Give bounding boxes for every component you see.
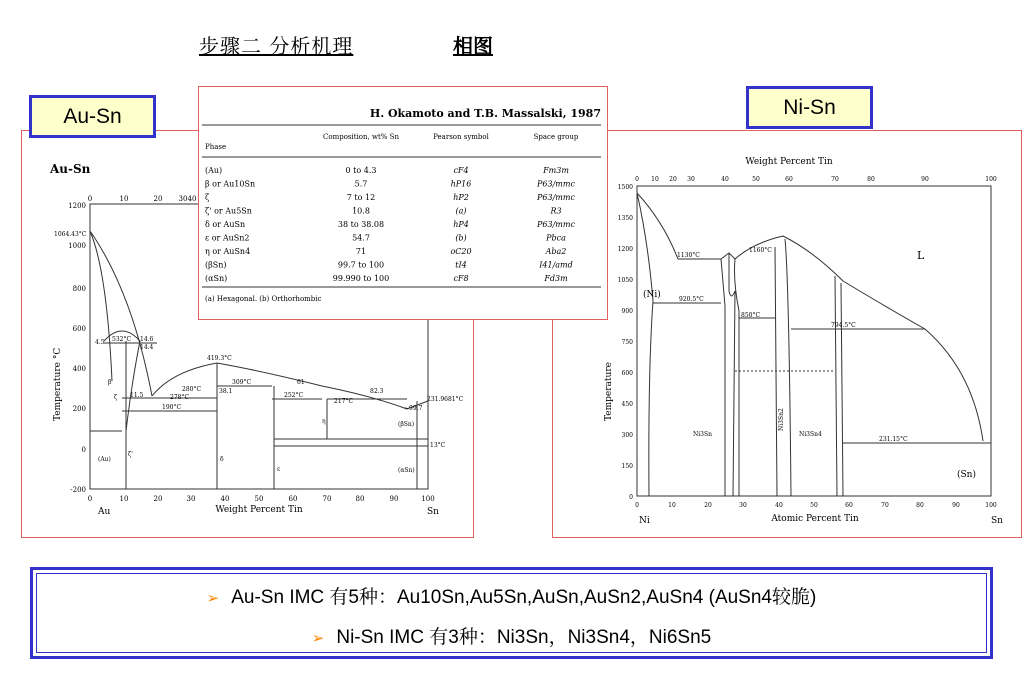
ausn-annotation: 11.5: [130, 392, 144, 399]
nisn-ytick: 1500: [617, 184, 633, 191]
nisn-x-start-label: Ni: [639, 516, 650, 526]
ausn-annotation: 252°C: [284, 392, 304, 399]
ausn-ytick: 800: [72, 285, 86, 293]
nisn-ytick: 900: [621, 308, 633, 315]
nisn-annotation: 920.5°C: [679, 296, 704, 303]
table-cell: (αSn): [205, 274, 228, 283]
table-cell: hP4: [453, 220, 469, 229]
table-cell: ε or AuSn2: [205, 233, 250, 243]
ausn-x-start-label: Au: [98, 507, 111, 517]
ausn-ylabel: Temperature °C: [53, 347, 63, 421]
table-title: H. Okamoto and T.B. Massalski, 1987: [369, 107, 601, 120]
ausn-toptick: 10: [119, 195, 129, 203]
phase-table: [199, 87, 607, 319]
ausn-annotation: η: [322, 418, 326, 425]
nisn-annotation: (Sn): [957, 470, 976, 480]
ausn-annotation: 278°C: [170, 394, 190, 401]
table-cell: R3: [550, 206, 562, 216]
ausn-ytick: 200: [72, 405, 86, 413]
summary-line: [37, 622, 986, 649]
ausn-xtick: 50: [254, 495, 264, 503]
table-cell: ζ: [205, 193, 210, 202]
ausn-annotation: 190°C: [162, 404, 182, 411]
ausn-x-end-label: Sn: [427, 507, 439, 517]
ausn-ytick: 400: [72, 365, 86, 373]
table-cell: P63/mmc: [537, 220, 575, 229]
table-cell: Fd3m: [544, 274, 568, 283]
table-cell: 99.7 to 100: [337, 260, 385, 270]
table-cell: 71: [355, 247, 367, 256]
nisn-annotation: 1160°C: [749, 247, 772, 254]
phase-diagram-title: 相图: [453, 34, 493, 58]
nisn-ytick: 0: [629, 494, 633, 501]
table-cell: hP16: [450, 179, 472, 189]
summary-line: [37, 582, 986, 609]
table-cell: (βSn): [205, 260, 227, 270]
ausn-annotation: 4.5: [95, 339, 105, 346]
ausn-toptick: 0: [87, 195, 93, 203]
table-cell: β or Au10Sn: [205, 179, 256, 189]
table-footnote: (a) Hexagonal. (b) Orthorhombic: [205, 295, 322, 303]
ausn-annotation: 532°C: [112, 336, 132, 343]
table-cell: (a): [455, 206, 467, 216]
table-cell: η or AuSn4: [205, 247, 251, 256]
table-cell: P63/mmc: [537, 179, 575, 189]
nisn-toptick: 50: [752, 176, 760, 183]
nisn-annotation: (Ni): [643, 290, 661, 300]
ausn-annotation: 1064.43°C: [54, 231, 87, 238]
table-header: Pearson symbol: [433, 133, 489, 141]
ausn-ytick: 1200: [68, 202, 86, 210]
nisn-xtick: 70: [881, 502, 889, 509]
ausn-solidus-left: [90, 231, 112, 381]
nisn-xtick: 60: [845, 502, 853, 509]
ausn-xtick: 60: [288, 495, 298, 503]
ausn-xtick: 40: [220, 495, 230, 503]
nisn-annotation: 850°C: [741, 312, 761, 319]
nisn-annotation: L: [917, 249, 925, 262]
ausn-annotation: ζ: [114, 394, 118, 401]
ausn-annotation: 14.4: [140, 344, 154, 351]
ausn-xtick: 80: [355, 495, 365, 503]
table-cell: 10.8: [352, 206, 370, 216]
ausn-ytick: 1000: [68, 242, 86, 250]
nisn-xtick: 30: [739, 502, 747, 509]
nisn-xtick: 80: [916, 502, 924, 509]
table-cell: 54.7: [352, 233, 370, 243]
ausn-annotation: β: [108, 379, 112, 386]
nisn-solidus-left: [637, 193, 653, 496]
ausn-xtick: 0: [87, 495, 93, 503]
phase-table-frame: [198, 86, 608, 320]
table-cell: δ or AuSn: [205, 220, 246, 229]
summary-text: Ni-Sn IMC 有3种：Ni3Sn，Ni3Sn4，Ni6Sn5: [336, 627, 712, 648]
table-header: Space group: [533, 133, 579, 141]
nisn-diagram-frame: [552, 130, 1022, 538]
nisn-toptick: 30: [687, 176, 695, 183]
nisn-label: Ni-Sn: [746, 86, 873, 129]
ausn-ytick: -200: [70, 486, 86, 494]
ausn-xtick: 20: [153, 495, 163, 503]
nisn-annotation: 1130°C: [677, 252, 700, 259]
summary-text: Au-Sn IMC 有5种：Au10Sn,Au5Sn,AuSn,AuSn2,AuSn4 (AuSn4较脆): [231, 587, 817, 608]
nisn-ytick: 1050: [617, 277, 633, 284]
nisn-x-end-label: Sn: [991, 516, 1003, 526]
nisn-ytick: 1200: [617, 246, 633, 253]
nisn-toptick: 90: [921, 176, 929, 183]
ausn-annotation: 13°C: [430, 442, 446, 449]
table-cell: Aba2: [545, 247, 567, 256]
nisn-ytick: 450: [621, 401, 633, 408]
nisn-toptick: 60: [785, 176, 793, 183]
ausn-xtick: 30: [186, 495, 196, 503]
table-header: Composition, wt% Sn: [323, 133, 399, 141]
nisn-ytick: 750: [621, 339, 633, 346]
nisn-annotation: Ni3Sn4: [799, 431, 822, 438]
nisn-xtick: 40: [775, 502, 783, 509]
nisn-xtick: 100: [985, 502, 997, 509]
table-cell: hP2: [453, 193, 469, 202]
nisn-liquidus: [637, 193, 983, 441]
ausn-annotation: 82.3: [370, 388, 384, 395]
table-cell: (b): [455, 233, 467, 243]
nisn-ytick: 300: [621, 432, 633, 439]
nisn-ylabel: Temperature: [604, 362, 614, 421]
ausn-xtick: 100: [421, 495, 435, 503]
nisn-ytick: 600: [621, 370, 633, 377]
ausn-annotation: ~99.7: [404, 405, 423, 412]
table-cell: 7 to 12: [346, 193, 376, 202]
arrow-bullet-icon: ➢: [206, 590, 220, 607]
ausn-annotation: (Au): [98, 456, 111, 463]
nisn-toptick: 20: [669, 176, 677, 183]
table-cell: I41/amd: [539, 260, 573, 270]
ausn-xtick: 70: [322, 495, 332, 503]
nisn-annotation: Ni3Sn2: [778, 408, 785, 431]
ausn-annotation: 309°C: [232, 379, 252, 386]
table-cell: cF8: [453, 274, 469, 283]
nisn-annotation: Ni3Sn: [693, 431, 712, 438]
ausn-ytick: 0: [81, 446, 86, 454]
ausn-toptick: 20: [153, 195, 163, 203]
table-header: Phase: [205, 143, 227, 151]
ausn-annotation: 14.6: [140, 336, 154, 343]
table-cell: 99.990 to 100: [332, 274, 390, 283]
ausn-annotation: ζ': [128, 451, 133, 458]
step-title: 步骤二 分析机理: [199, 34, 354, 58]
table-cell: P63/mmc: [537, 193, 575, 202]
ausn-annotation: 38.1: [219, 388, 233, 395]
nisn-annotation: 231.15°C: [879, 436, 908, 443]
nisn-toptick: 80: [867, 176, 875, 183]
ausn-annotation: ε: [277, 466, 281, 473]
nisn-ytick: 150: [621, 463, 633, 470]
nisn-toptick: 40: [721, 176, 729, 183]
ausn-annotation: δ: [220, 456, 224, 463]
table-cell: (Au): [205, 166, 223, 175]
ausn-xtick: 10: [119, 495, 129, 503]
ausn-annotation: 61: [297, 379, 305, 386]
ausn-annotation: (αSn): [398, 467, 415, 474]
table-cell: cF4: [453, 166, 469, 175]
nisn-toptick: 70: [831, 176, 839, 183]
ausn-xtick: 90: [389, 495, 399, 503]
table-cell: ζ' or Au5Sn: [205, 206, 252, 216]
ausn-liquidus-left: [90, 231, 152, 396]
ausn-annotation: 217°C: [334, 398, 354, 405]
ausn-toptick: 30: [178, 195, 188, 203]
ausn-annotation: 231.9681°C: [427, 396, 464, 403]
table-cell: oC20: [450, 247, 472, 256]
ausn-toptick: 40: [187, 195, 197, 203]
nisn-toptick: 100: [985, 176, 997, 183]
table-cell: Pbca: [546, 233, 566, 243]
ausn-annotation: (βSn): [398, 421, 415, 428]
summary-box: [30, 567, 993, 659]
table-cell: 0 to 4.3: [345, 166, 377, 175]
nisn-xtick: 50: [810, 502, 818, 509]
ausn-annotation: 280°C: [182, 386, 202, 393]
arrow-bullet-icon: ➢: [311, 630, 325, 647]
nisn-toptick: 0: [635, 176, 639, 183]
table-cell: 5.7: [354, 179, 368, 189]
ausn-xlabel: Weight Percent Tin: [215, 505, 303, 515]
nisn-ytick: 1350: [617, 215, 633, 222]
table-cell: tI4: [455, 260, 467, 270]
nisn-xtick: 10: [668, 502, 676, 509]
nisn-toptick: 10: [651, 176, 659, 183]
nisn-annotation: 794.5°C: [831, 322, 856, 329]
nisn-xtick: 20: [704, 502, 712, 509]
table-cell: Fm3m: [543, 166, 569, 175]
ausn-ytick: 600: [72, 325, 86, 333]
nisn-xlabel: Atomic Percent Tin: [771, 514, 859, 524]
ausn-annotation: 419.3°C: [207, 355, 232, 362]
nisn-xtick: 0: [635, 502, 639, 509]
nisn-xtick: 90: [952, 502, 960, 509]
nisn-phase-diagram: [553, 131, 1021, 537]
table-cell: 38 to 38.08: [337, 220, 385, 229]
nisn-top-xlabel: Weight Percent Tin: [745, 157, 833, 167]
ausn-chart-title: Au-Sn: [50, 162, 91, 176]
ausn-label: Au-Sn: [29, 95, 156, 138]
summary-inner: [36, 573, 987, 653]
